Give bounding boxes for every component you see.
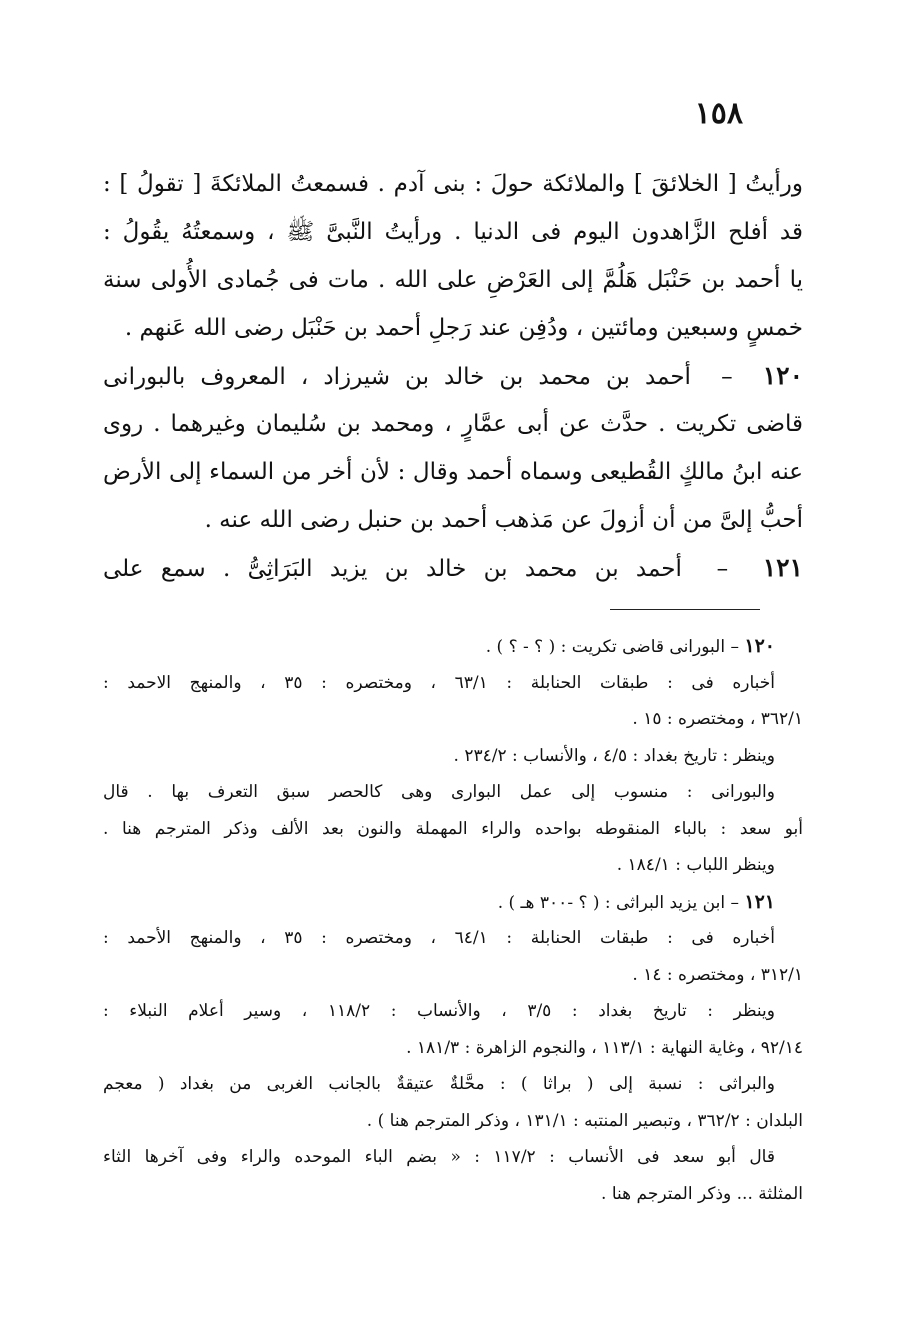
entry-121-first-line (103, 544, 803, 592)
footnote-divider (610, 609, 760, 610)
footnote-line: أخباره فى : طبقات الحنابلة : ٦٣/١ ، ومختصره : ٣٥ ، والمنهج الاحمد : (103, 672, 776, 693)
footnote-line: ٣٦٢/١ ، ومختصره : ١٥ . (632, 709, 803, 729)
main-line-text: أحمد بن محمد بن خالد بن شيرزاد ، المعروف بالبورانى (103, 364, 691, 390)
entry-number: ١٢٠ (762, 361, 803, 390)
footnote-text: البورانى قاضى تكريت : ( ؟ - ؟ ) . (485, 637, 726, 657)
footnote-line: وينظر : تاريخ بغداد : ٣/٥ ، والأنساب : ١١٨/٢ ، وسير أعلام النبلاء : (103, 1001, 775, 1021)
footnote-line: وينظر : تاريخ بغداد : ٤/٥ ، والأنساب : ٢٣٤/٢ . (453, 745, 775, 766)
entry-dash: – (716, 556, 729, 582)
main-line: أحبُّ إلىَّ من أن أزولَ عن مَذهب أحمد بن حنبل رضى الله عنه . (204, 507, 803, 533)
footnote-text: ابن يزيد البراثى : ( ؟ -٣٠٠ هـ ) . (497, 892, 726, 913)
footnote-entry-number: ١٢٠ (744, 635, 775, 657)
main-line: قاضى تكريت . حدَّث عن أبى عمَّارٍ ، ومحمد بن سُليمان وغيرهما . روى (103, 411, 803, 437)
page-number: ١٥٨ (694, 96, 743, 131)
entry-dash: – (721, 364, 733, 390)
footnote-line: المثلثة ... وذكر المترجم هنا . (601, 1183, 803, 1204)
main-line: عنه ابنُ مالكٍ القُطيعى وسماه أحمد وقال : لأن أخر من السماء إلى الأرض (103, 459, 803, 485)
footnote-line: البلدان : ٣٦٢/٢ ، وتبصير المنتبه : ١٣١/١ ، وذكر المترجم هنا ) . (366, 1110, 803, 1131)
main-line: خمسٍ وسبعين ومائتين ، ودُفِن عند رَجلِ أحمد بن حَنْبَل رضى الله عَنهم . (124, 315, 803, 341)
footnote-line: ٩٢/١٤ ، وغاية النهاية : ١١٣/١ ، والنجوم الزاهرة : ١٨١/٣ . (406, 1037, 803, 1058)
entry-number: ١٢١ (762, 553, 803, 582)
footnote-line: والبراثى : نسبة إلى ( براثا ) : محَّلةٌ عتيقةٌ بالجانب الغربى من بغداد ( معجم (103, 1074, 775, 1094)
main-line: ورأيتُ [ الخلائقَ ] والملائكة حولَ : بنى آدم . فسمعتُ الملائكةَ [ تقولُ ] : (103, 171, 803, 197)
footnote-line (103, 628, 803, 665)
footnote-dash: – (730, 637, 739, 657)
footnote-line: أخباره فى : طبقات الحنابلة : ٦٤/١ ، ومختصره : ٣٥ ، والمنهج الأحمد : (103, 928, 776, 948)
entry-120-first-line (103, 352, 803, 400)
main-line-text: أحمد بن محمد بن خالد بن يزيد البَرَاثِىُّ . سمع على (103, 556, 682, 582)
footnote-line: وينظر اللباب : ١٨٤/١ . (616, 855, 775, 875)
footnote-line: ٣١٢/١ ، ومختصره : ١٤ . (632, 964, 803, 985)
main-line: يا أحمد بن حَنْبَل هَلُمَّ إلى العَرْضِ على الله . مات فى جُمادى الأُولى سنة (103, 267, 803, 293)
footnote-line (103, 884, 803, 921)
main-line: قد أفلح الزَّاهدون اليوم فى الدنيا . ورأيتُ النَّبىَّ ﷺ ، وسمعتُهُ يقُولُ : (103, 219, 803, 245)
main-text (103, 160, 803, 592)
footnote-entry-number: ١٢١ (744, 890, 775, 913)
footnote-line: قال أبو سعد فى الأنساب : ١١٧/٢ : « بضم الباء الموحده والراء وفى آخرها الثاء (103, 1147, 775, 1167)
footnote-dash: – (730, 892, 739, 913)
footnote-line: أبو سعد : بالباء المنقوطه بواحده والراء المهملة والنون بعد الألف وذكر المترجم هنا . (103, 818, 803, 839)
footnote-line: والبورانى : منسوب إلى عمل البوارى وهى كالحصر سبق التعرف بها . قال (103, 782, 775, 802)
footnotes (103, 628, 803, 1212)
